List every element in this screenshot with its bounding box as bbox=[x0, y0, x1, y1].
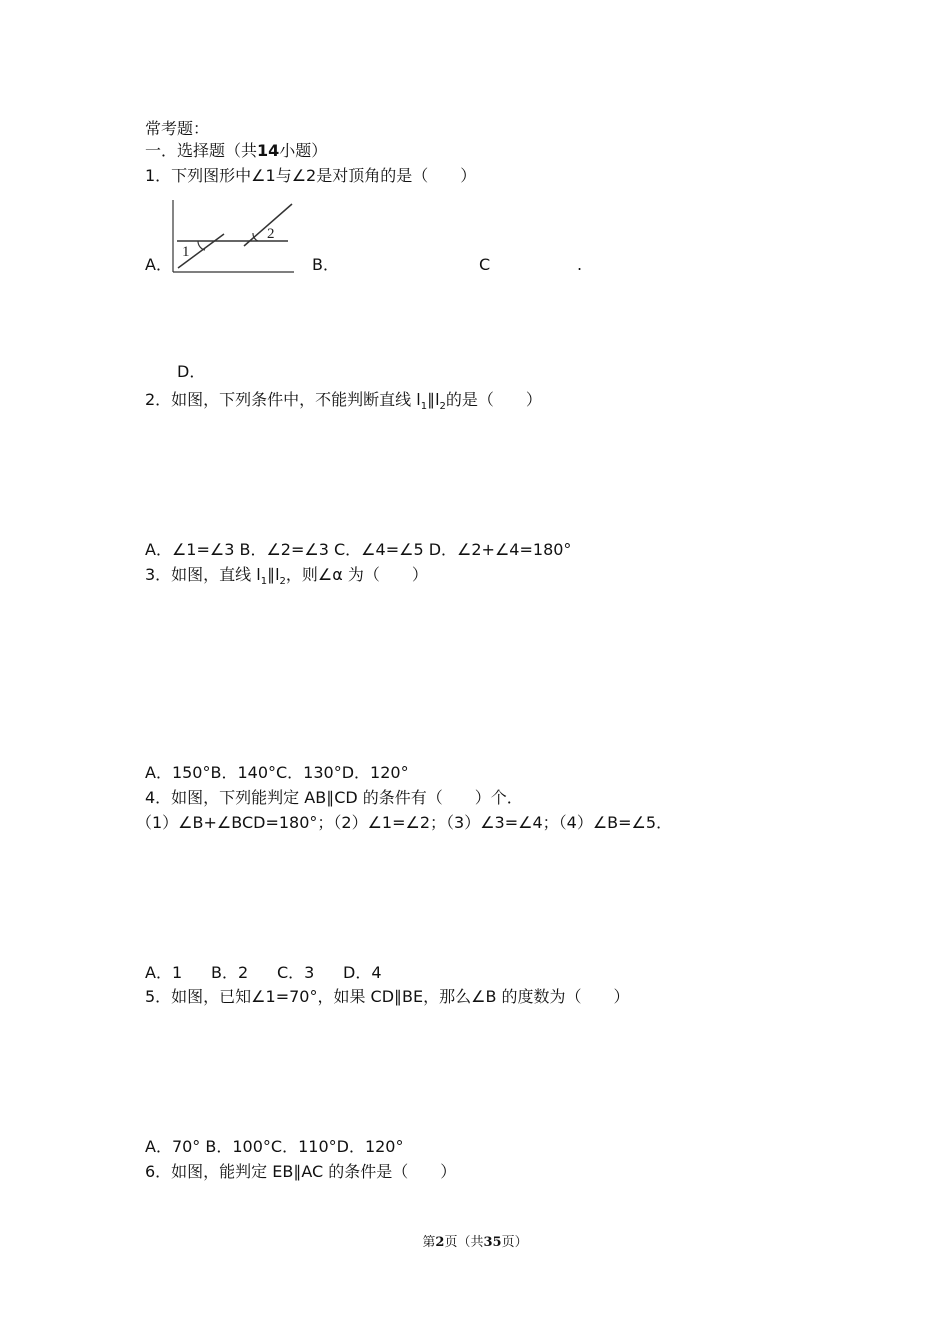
q3-sub-1: 1 bbox=[260, 576, 268, 587]
q4-conditions: （1）∠B+∠BCD=180°；（2）∠1=∠2；（3）∠3=∠4；（4）∠B=∠5． bbox=[136, 813, 673, 832]
footer-total-pages: 35 bbox=[483, 1235, 502, 1250]
footer-page-number: 2 bbox=[435, 1235, 445, 1250]
q2-sub-1: 1 bbox=[420, 401, 428, 412]
page-footer bbox=[0, 1231, 950, 1250]
q1-option-a-label: A． bbox=[145, 255, 172, 274]
q1-stem: 1．下列图形中∠1与∠2是对顶角的是（ ） bbox=[145, 166, 477, 185]
q4-options bbox=[145, 962, 382, 984]
q2-options: A．∠1=∠3 B．∠2=∠3 C．∠4=∠5 D．∠2+∠4=180° bbox=[145, 540, 572, 559]
section-title-prefix: 一．选择题（共 bbox=[145, 141, 258, 160]
q3-stem-pre: 3．如图，直线 l bbox=[145, 565, 261, 584]
q4-option-c: C．3 bbox=[277, 963, 315, 982]
q1-option-d-label: D． bbox=[177, 362, 206, 381]
footer-mid: 页（共 bbox=[444, 1235, 484, 1250]
q3-parallel: ∥l bbox=[267, 565, 280, 584]
q4-option-a: A．1 bbox=[145, 963, 183, 982]
q4-option-d: D．4 bbox=[343, 963, 382, 982]
q2-sub-2: 2 bbox=[439, 401, 446, 412]
q5-options: A．70° B．100°C．110°D．120° bbox=[145, 1137, 404, 1156]
q2-stem bbox=[145, 389, 542, 418]
header-label: 常考题： bbox=[145, 119, 210, 138]
footer-pre: 第 bbox=[422, 1235, 436, 1250]
q2-stem-pre: 2．如图，下列条件中，不能判断直线 l bbox=[145, 390, 421, 409]
section-title-suffix: 小题） bbox=[279, 141, 328, 160]
q3-stem bbox=[145, 564, 428, 593]
q6-stem: 6．如图，能判定 EB∥AC 的条件是（ ） bbox=[145, 1162, 457, 1181]
q4-option-b: B．2 bbox=[211, 963, 249, 982]
q2-parallel: ∥l bbox=[427, 390, 440, 409]
q4-stem: 4．如图，下列能判定 AB∥CD 的条件有（ ）个． bbox=[145, 788, 523, 807]
q1-option-b-label: B． bbox=[312, 255, 339, 274]
q1-figure-a bbox=[172, 200, 296, 274]
q3-sub-2: 2 bbox=[279, 576, 286, 587]
angle-label-2: 2 bbox=[267, 226, 275, 242]
q1-option-c-label: C bbox=[479, 255, 491, 274]
q3-options: A．150°B．140°C．130°D．120° bbox=[145, 763, 409, 782]
q3-stem-post: ，则∠α 为（ ） bbox=[285, 565, 428, 584]
section-count: 14 bbox=[257, 141, 280, 160]
q1-option-c-dot: . bbox=[577, 255, 583, 274]
footer-post: 页） bbox=[501, 1235, 528, 1250]
section-title bbox=[145, 140, 327, 162]
angle-label-1: 1 bbox=[182, 244, 190, 260]
q5-stem: 5．如图，已知∠1=70°，如果 CD∥BE，那么∠B 的度数为（ ） bbox=[145, 987, 630, 1006]
q2-stem-post: 的是（ ） bbox=[445, 390, 542, 409]
